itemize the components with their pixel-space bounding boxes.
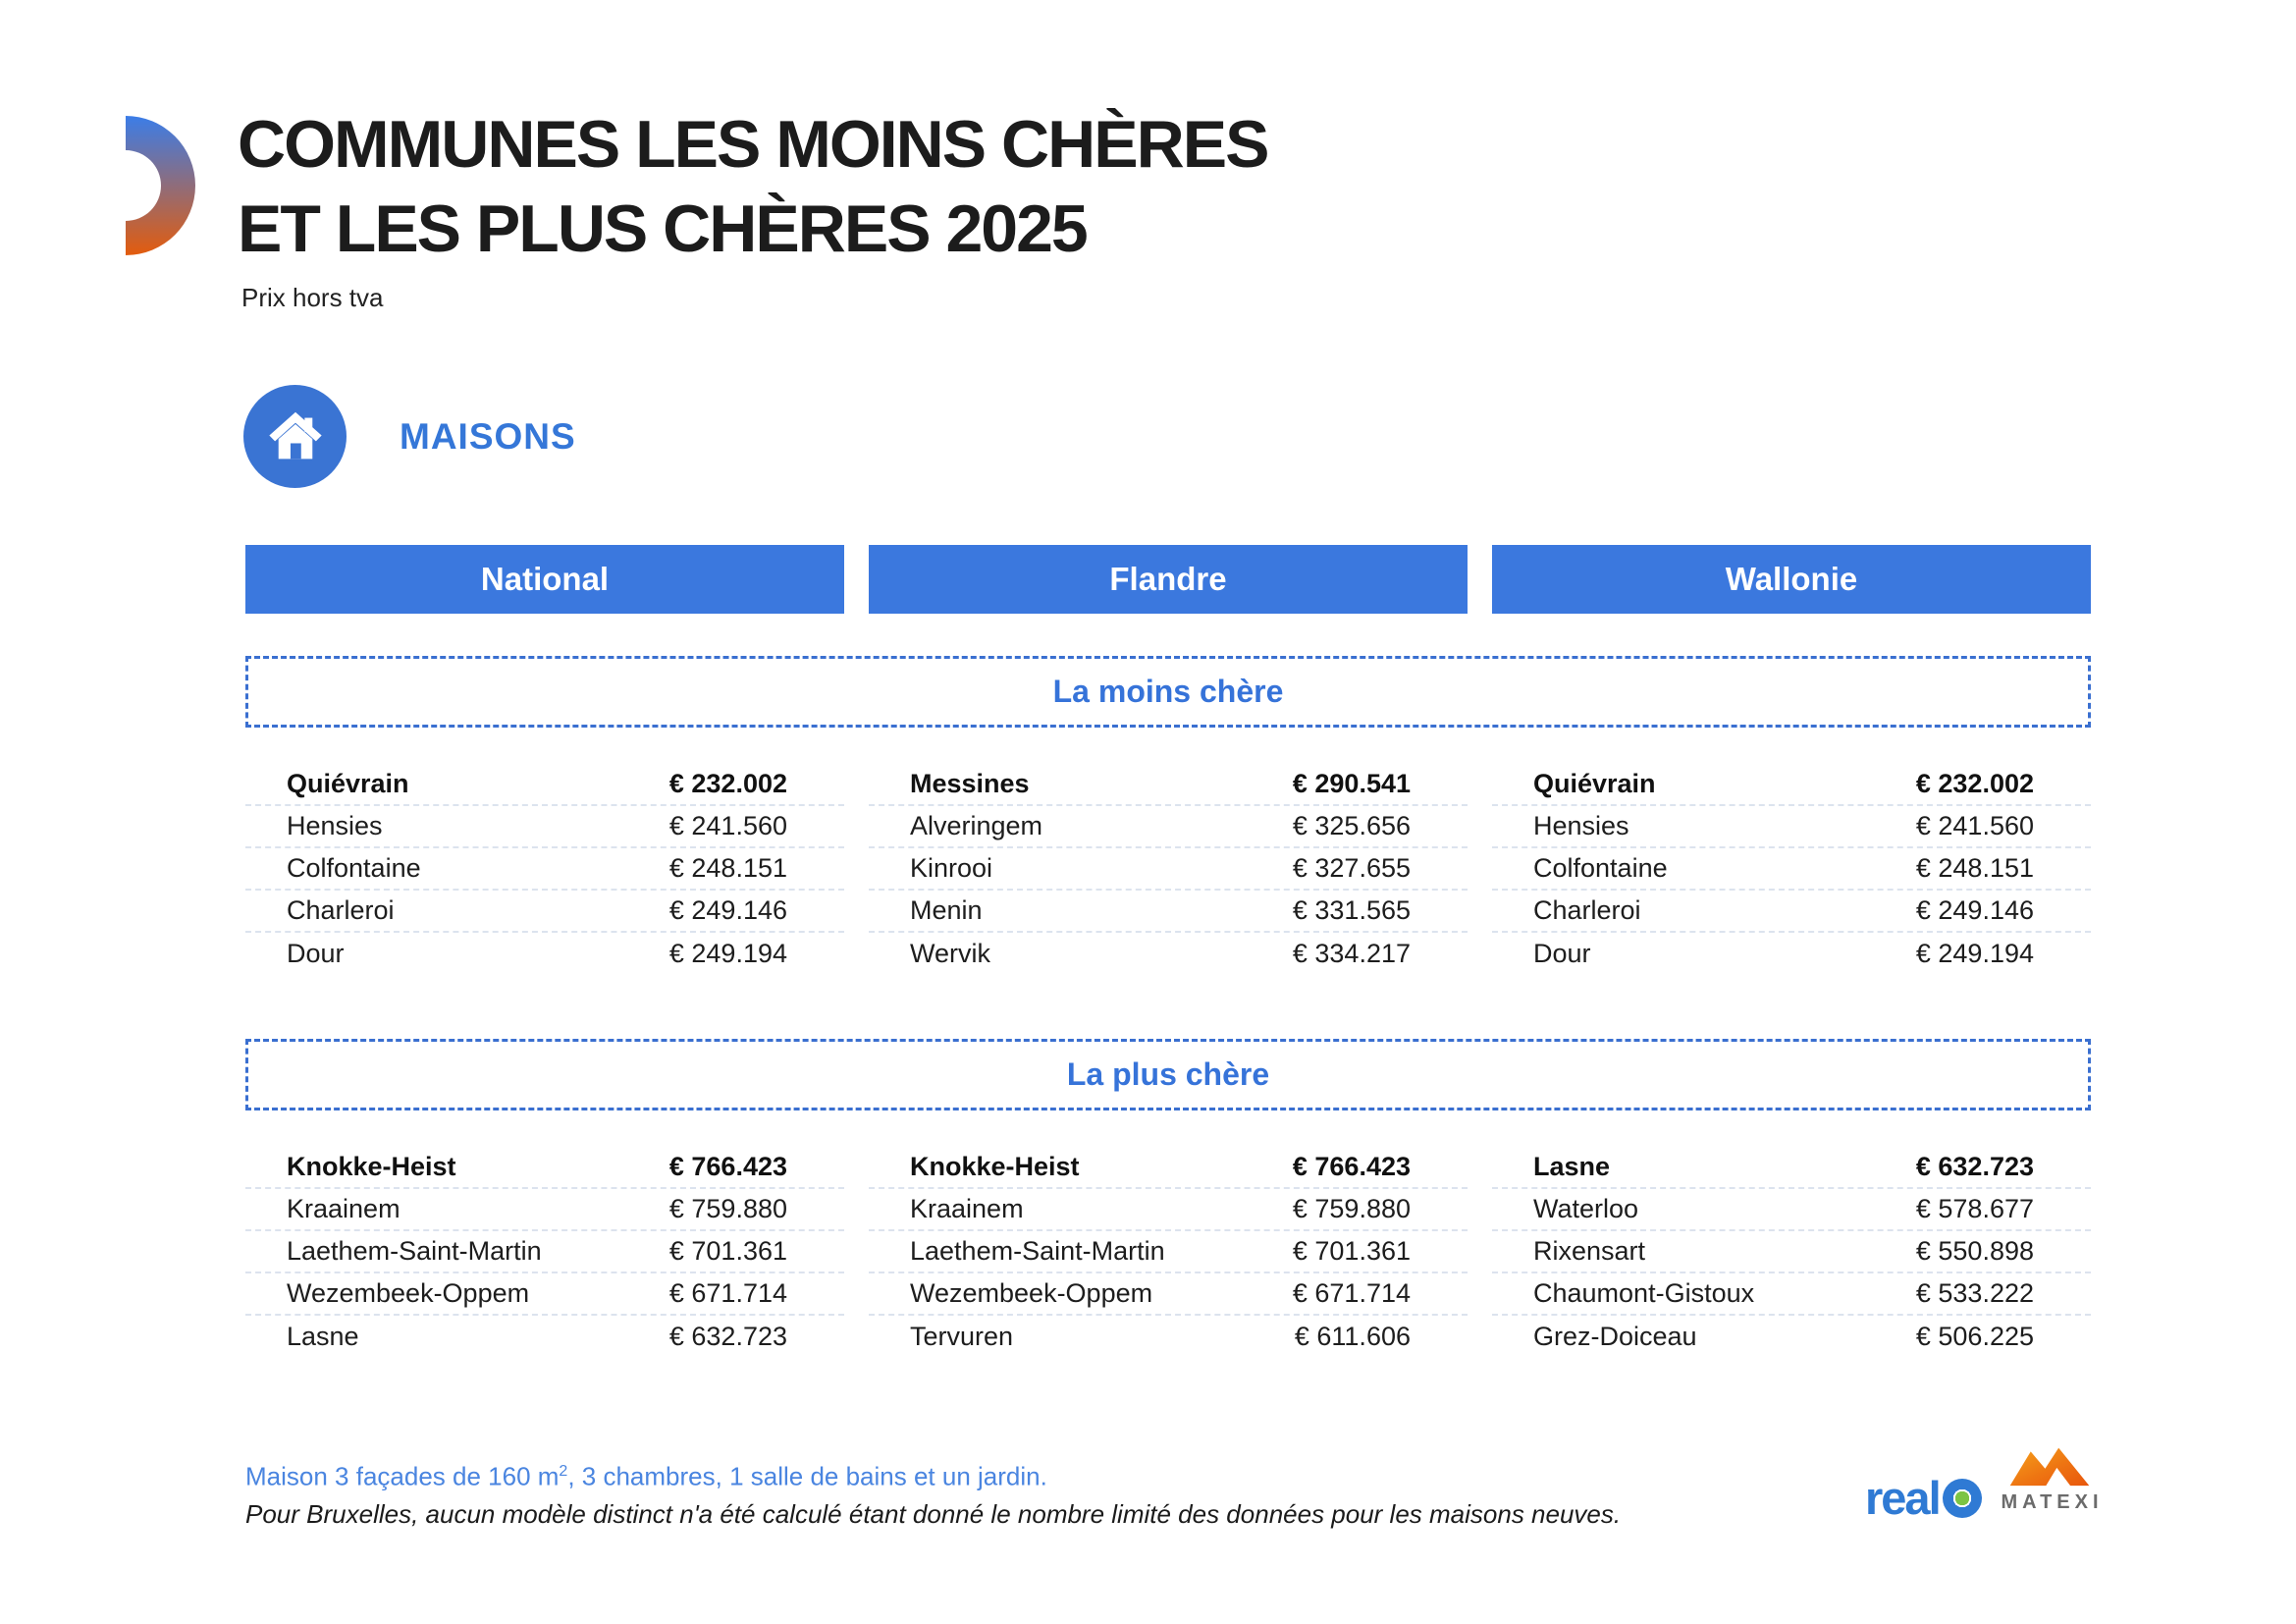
commune-name: Rixensart xyxy=(1533,1236,1646,1266)
table-row xyxy=(869,1147,1468,1189)
commune-name: Kraainem xyxy=(287,1194,400,1223)
tables-cheapest xyxy=(245,764,2091,975)
realo-o-icon xyxy=(1943,1479,1982,1518)
commune-name: Knokke-Heist xyxy=(287,1152,456,1181)
commune-price: € 249.194 xyxy=(1915,939,2034,968)
commune-price: € 766.423 xyxy=(668,1152,787,1181)
table-row xyxy=(245,764,844,806)
table-row xyxy=(869,764,1468,806)
region-header-flandre: Flandre xyxy=(869,545,1468,614)
table-row xyxy=(245,891,844,933)
commune-name: Menin xyxy=(910,895,983,925)
table-row xyxy=(245,848,844,891)
commune-name: Kraainem xyxy=(910,1194,1024,1223)
table-row xyxy=(245,1231,844,1273)
band-cheapest-label: La moins chère xyxy=(1052,674,1284,709)
commune-price: € 611.606 xyxy=(1294,1322,1411,1351)
table-cheapest-national xyxy=(245,764,844,975)
house-icon xyxy=(260,402,331,472)
table-row xyxy=(869,806,1468,848)
table-row xyxy=(245,1316,844,1358)
commune-name: Dour xyxy=(287,939,345,968)
commune-price: € 327.655 xyxy=(1292,853,1411,883)
tables-most-expensive xyxy=(245,1147,2091,1358)
section-head-maisons xyxy=(243,385,576,488)
table-row xyxy=(1492,1189,2091,1231)
table-row xyxy=(245,933,844,975)
commune-price: € 759.880 xyxy=(668,1194,787,1223)
commune-name: Waterloo xyxy=(1533,1194,1639,1223)
band-cheapest xyxy=(245,656,2091,728)
commune-name: Quiévrain xyxy=(287,769,409,798)
commune-name: Wezembeek-Oppem xyxy=(287,1278,530,1308)
table-expensive-national xyxy=(245,1147,844,1358)
commune-price: € 701.361 xyxy=(1292,1236,1411,1266)
commune-name: Hensies xyxy=(287,811,383,840)
commune-name: Wervik xyxy=(910,939,991,968)
band-most-expensive xyxy=(245,1039,2091,1110)
house-icon-circle xyxy=(243,385,347,488)
table-row xyxy=(869,933,1468,975)
table-row xyxy=(245,1147,844,1189)
table-row xyxy=(1492,806,2091,848)
footnote-housing-sup: 2 xyxy=(559,1463,568,1480)
title-line-2: ET LES PLUS CHÈRES 2025 xyxy=(238,191,1087,266)
commune-price: € 632.723 xyxy=(1915,1152,2034,1181)
commune-price: € 578.677 xyxy=(1915,1194,2034,1223)
table-row xyxy=(869,848,1468,891)
commune-price: € 232.002 xyxy=(668,769,787,798)
commune-price: € 232.002 xyxy=(1915,769,2034,798)
commune-price: € 241.560 xyxy=(1915,811,2034,840)
footnotes xyxy=(245,1455,1621,1531)
band-most-expensive-label: La plus chère xyxy=(1066,1056,1270,1092)
commune-price: € 325.656 xyxy=(1292,811,1411,840)
commune-price: € 671.714 xyxy=(668,1278,787,1308)
section-label-maisons: MAISONS xyxy=(400,415,576,457)
commune-name: Alveringem xyxy=(910,811,1043,840)
commune-name: Messines xyxy=(910,769,1030,798)
table-row xyxy=(869,1273,1468,1316)
matexi-logo xyxy=(1999,1443,2104,1514)
commune-price: € 671.714 xyxy=(1292,1278,1411,1308)
subtitle-price-note: Prix hors tva xyxy=(241,283,384,312)
table-row xyxy=(1492,933,2091,975)
table-row xyxy=(245,1189,844,1231)
realo-logo xyxy=(1865,1471,1982,1525)
commune-name: Chaumont-Gistoux xyxy=(1533,1278,1755,1308)
commune-price: € 248.151 xyxy=(1915,853,2034,883)
commune-price: € 334.217 xyxy=(1292,939,1411,968)
commune-price: € 766.423 xyxy=(1292,1152,1411,1181)
region-headers-row xyxy=(245,545,2091,614)
commune-price: € 533.222 xyxy=(1915,1278,2034,1308)
commune-price: € 248.151 xyxy=(668,853,787,883)
table-expensive-flandre xyxy=(869,1147,1468,1358)
commune-name: Dour xyxy=(1533,939,1591,968)
matexi-wordmark: MATEXI xyxy=(2001,1491,2104,1513)
matexi-m-icon xyxy=(2006,1443,2093,1489)
commune-name: Laethem-Saint-Martin xyxy=(910,1236,1165,1266)
footnote-housing-pre: Maison 3 façades de 160 m xyxy=(245,1461,560,1491)
table-row xyxy=(1492,1231,2091,1273)
commune-price: € 241.560 xyxy=(668,811,787,840)
region-header-national: National xyxy=(245,545,844,614)
commune-price: € 701.361 xyxy=(668,1236,787,1266)
table-row xyxy=(1492,1147,2091,1189)
table-row xyxy=(869,1231,1468,1273)
table-row xyxy=(1492,1316,2091,1358)
commune-price: € 506.225 xyxy=(1915,1322,2034,1351)
footnote-housing-spec xyxy=(245,1455,1621,1493)
commune-name: Kinrooi xyxy=(910,853,993,883)
commune-price: € 249.146 xyxy=(1915,895,2034,925)
commune-price: € 290.541 xyxy=(1292,769,1411,798)
commune-name: Colfontaine xyxy=(287,853,421,883)
footnote-brussels: Pour Bruxelles, aucun modèle distinct n'a été calculé étant donné le nombre limité des données pour les maisons neuves. xyxy=(245,1498,1622,1529)
commune-name: Charleroi xyxy=(287,895,395,925)
commune-price: € 550.898 xyxy=(1915,1236,2034,1266)
title-line-1: COMMUNES LES MOINS CHÈRES xyxy=(238,107,1268,182)
commune-price: € 249.194 xyxy=(668,939,787,968)
table-row xyxy=(869,1316,1468,1358)
commune-name: Grez-Doiceau xyxy=(1533,1322,1697,1351)
footnote-housing-post: , 3 chambres, 1 salle de bains et un jardin. xyxy=(567,1461,1047,1491)
commune-name: Wezembeek-Oppem xyxy=(910,1278,1153,1308)
commune-price: € 249.146 xyxy=(668,895,787,925)
commune-name: Lasne xyxy=(1533,1152,1611,1181)
table-row xyxy=(869,1189,1468,1231)
table-row xyxy=(245,806,844,848)
commune-price: € 331.565 xyxy=(1292,895,1411,925)
commune-name: Quiévrain xyxy=(1533,769,1656,798)
commune-name: Charleroi xyxy=(1533,895,1641,925)
table-row xyxy=(1492,1273,2091,1316)
page-title xyxy=(238,102,1267,271)
commune-name: Knokke-Heist xyxy=(910,1152,1080,1181)
brand-half-donut-icon xyxy=(125,116,201,257)
commune-name: Lasne xyxy=(287,1322,359,1351)
commune-price: € 632.723 xyxy=(668,1322,787,1351)
table-row xyxy=(1492,848,2091,891)
table-row xyxy=(1492,891,2091,933)
table-cheapest-wallonie xyxy=(1492,764,2091,975)
commune-price: € 759.880 xyxy=(1292,1194,1411,1223)
table-expensive-wallonie xyxy=(1492,1147,2091,1358)
realo-wordmark: real xyxy=(1865,1472,1940,1524)
table-row xyxy=(1492,764,2091,806)
commune-name: Laethem-Saint-Martin xyxy=(287,1236,542,1266)
commune-name: Tervuren xyxy=(910,1322,1014,1351)
table-row xyxy=(869,891,1468,933)
table-row xyxy=(245,1273,844,1316)
region-header-wallonie: Wallonie xyxy=(1492,545,2091,614)
commune-name: Colfontaine xyxy=(1533,853,1668,883)
commune-name: Hensies xyxy=(1533,811,1629,840)
table-cheapest-flandre xyxy=(869,764,1468,975)
